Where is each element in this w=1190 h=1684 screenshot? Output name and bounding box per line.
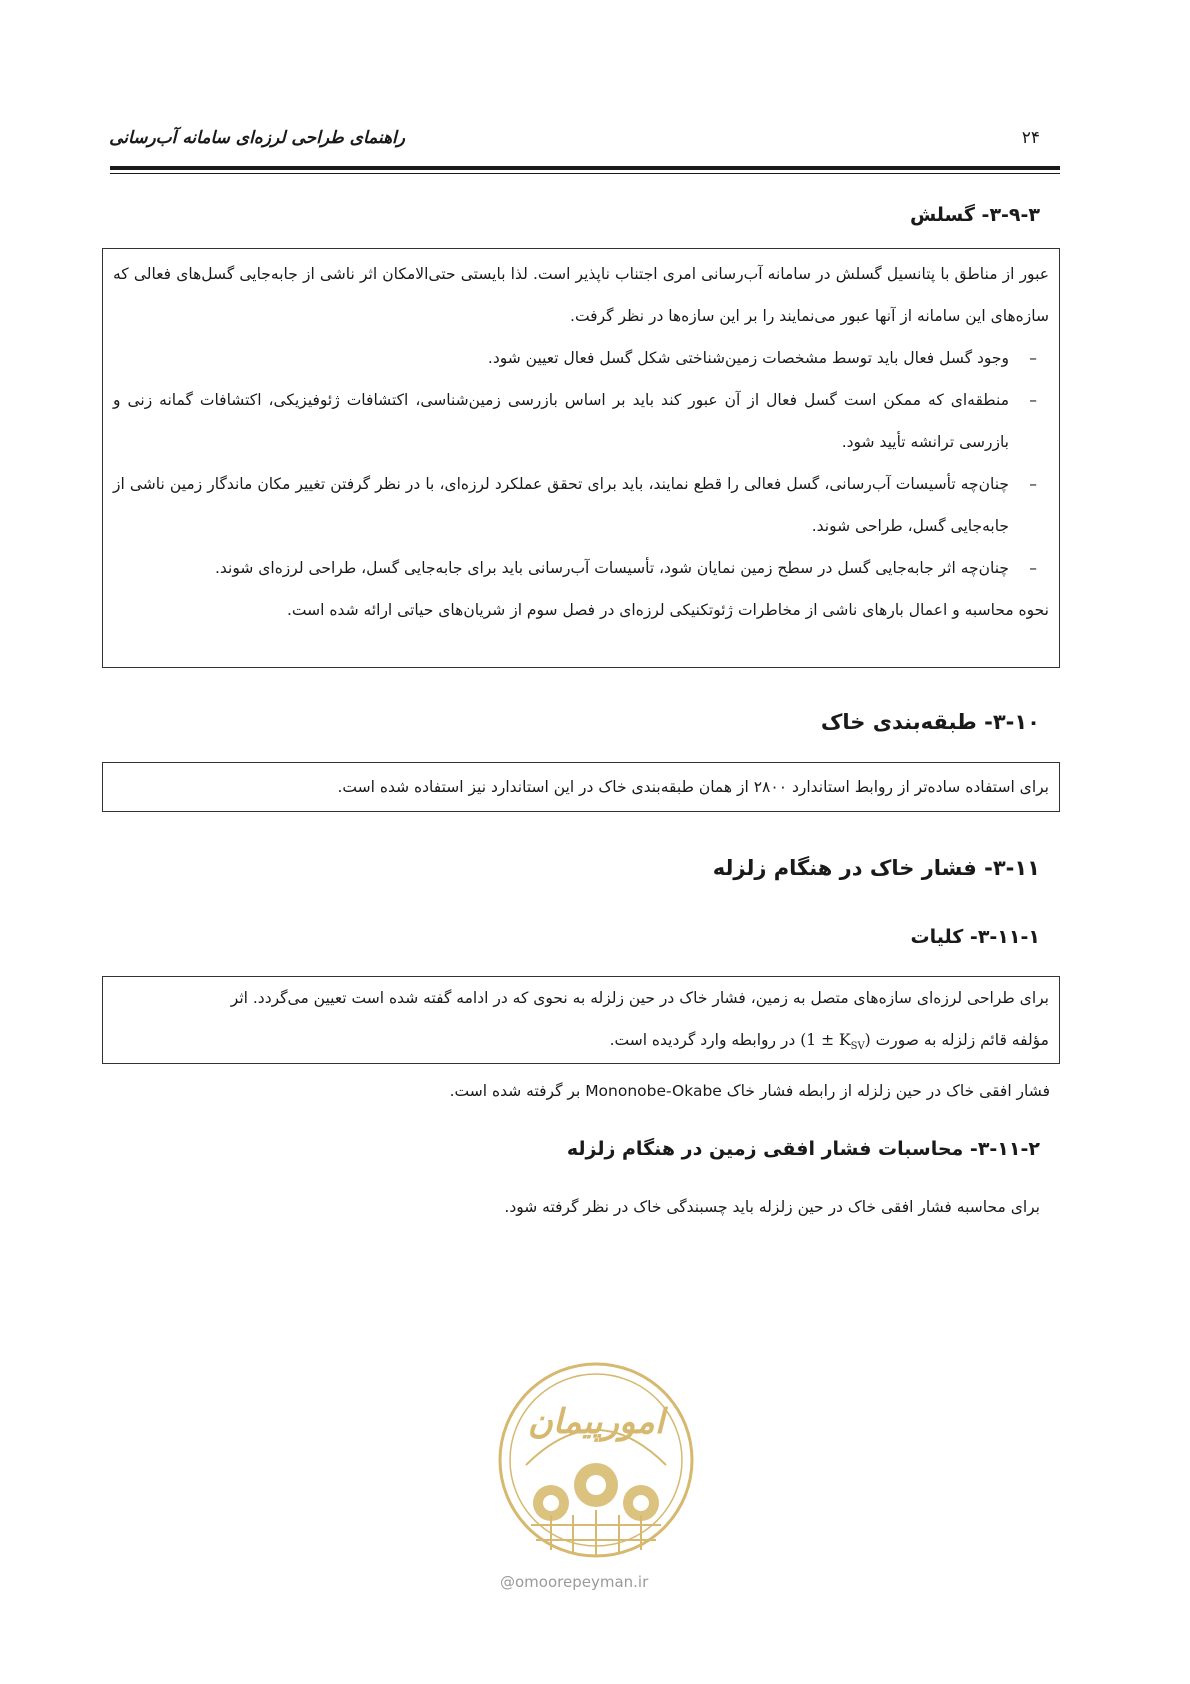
ksv-formula-main: (1 ± K bbox=[800, 1031, 851, 1049]
faulting-box bbox=[102, 248, 1060, 668]
svg-text:امورپیمان: امورپیمان bbox=[527, 1402, 665, 1442]
faulting-closing: نحوه محاسبه و اعمال بارهای ناشی از مخاطرات ژئوتکنیکی لرزه‌ای در فصل سوم از شریان‌های حیاتی ارائه شده است. bbox=[286, 601, 1049, 619]
general-line-1: برای طراحی لرزه‌ای سازه‌های متصل به زمین، فشار خاک در حین زلزله به نحوی که در ادامه گفته شده است تعیین می‌گردد. اثر bbox=[230, 989, 1049, 1007]
bullet-text: منطقه‌ای که ممکن است گسل فعال از آن عبور کند باید بر اساس بازرسی زمین‌شناسی، اکتشافات ژئوفیزیکی، اکتشافات گمانه زنی و بازرسی ترانشه تأیید شود. bbox=[113, 391, 1009, 451]
general-line-2 bbox=[113, 1019, 1049, 1068]
general-line-2-start: مؤلفه قائم زلزله به صورت bbox=[875, 1031, 1049, 1049]
bullet-dash: – bbox=[1029, 559, 1037, 577]
general-box bbox=[102, 976, 1060, 1064]
cohesion-note: برای محاسبه فشار افقی خاک در حین زلزله باید چسبندگی خاک در نظر گرفته شود. bbox=[504, 1198, 1040, 1216]
mononobe-okabe-note: فشار افقی خاک در حین زلزله از رابطه فشار خاک Mononobe-Okabe بر گرفته شده است. bbox=[449, 1082, 1050, 1100]
general-line-2-end: در روابطه وارد گردیده است. bbox=[609, 1031, 796, 1049]
bullet-dash: – bbox=[1029, 391, 1037, 409]
watermark-url: @omoorepeyman.ir bbox=[500, 1573, 649, 1591]
soil-classification-box bbox=[102, 762, 1060, 812]
section-heading-3-9-3: ۳-۹-۳- گسلش bbox=[909, 204, 1040, 226]
page-number: ۲۴ bbox=[1021, 128, 1040, 148]
bullet-text: چنان‌چه تأسیسات آب‌رسانی، گسل فعالی را قطع نمایند، باید برای تحقق عملکرد لرزه‌ای، با در نظر گرفتن تغییر مکان ماندگار زمین ناشی از جابه‌جایی گسل، طراحی شوند. bbox=[113, 475, 1009, 535]
faulting-bullet bbox=[113, 337, 1049, 379]
faulting-bullet bbox=[113, 379, 1049, 463]
section-heading-3-10: ۳-۱۰- طبقه‌بندی خاک bbox=[820, 710, 1040, 734]
ksv-formula-close: ) bbox=[864, 1031, 871, 1049]
ksv-formula bbox=[800, 1031, 871, 1053]
section-heading-3-11-2: ۳-۱۱-۲- محاسبات فشار افقی زمین در هنگام زلزله bbox=[566, 1138, 1040, 1160]
section-heading-3-11: ۳-۱۱- فشار خاک در هنگام زلزله bbox=[712, 856, 1040, 880]
bullet-dash: – bbox=[1029, 349, 1037, 367]
bullet-dash: – bbox=[1029, 475, 1037, 493]
faulting-intro: عبور از مناطق با پتانسیل گسلش در سامانه آب‌رسانی امری اجتناب ناپذیر است. لذا بایستی حتی‌الامکان اثر ناشی از جابه‌جایی گسل‌های فعالی که سازه‌های این سامانه از آنها عبور می‌نمایند را بر این سازه‌ها در نظر گرفت. bbox=[113, 265, 1049, 325]
publisher-seal-logo bbox=[491, 1355, 701, 1565]
running-header-title: راهنمای طراحی لرزه‌ای سامانه آب‌رسانی bbox=[109, 128, 405, 148]
ksv-formula-sub: SV bbox=[850, 1041, 865, 1053]
faulting-bullet bbox=[113, 547, 1049, 589]
soil-classification-text: برای استفاده ساده‌تر از روابط استاندارد ۲۸۰۰ از همان طبقه‌بندی خاک در این استاندارد نیز استفاده شده است. bbox=[337, 778, 1049, 796]
bullet-text: وجود گسل فعال باید توسط مشخصات زمین‌شناختی شکل گسل فعال تعیین شود. bbox=[487, 349, 1009, 367]
header-rule-thin bbox=[110, 173, 1060, 174]
section-heading-3-11-1: ۳-۱۱-۱- کلیات bbox=[910, 926, 1040, 948]
faulting-bullet bbox=[113, 463, 1049, 547]
header-rule-thick bbox=[110, 166, 1060, 170]
bullet-text: چنان‌چه اثر جابه‌جایی گسل در سطح زمین نمایان شود، تأسیسات آب‌رسانی باید برای جابه‌جایی گسل، طراحی لرزه‌ای شوند. bbox=[214, 559, 1009, 577]
